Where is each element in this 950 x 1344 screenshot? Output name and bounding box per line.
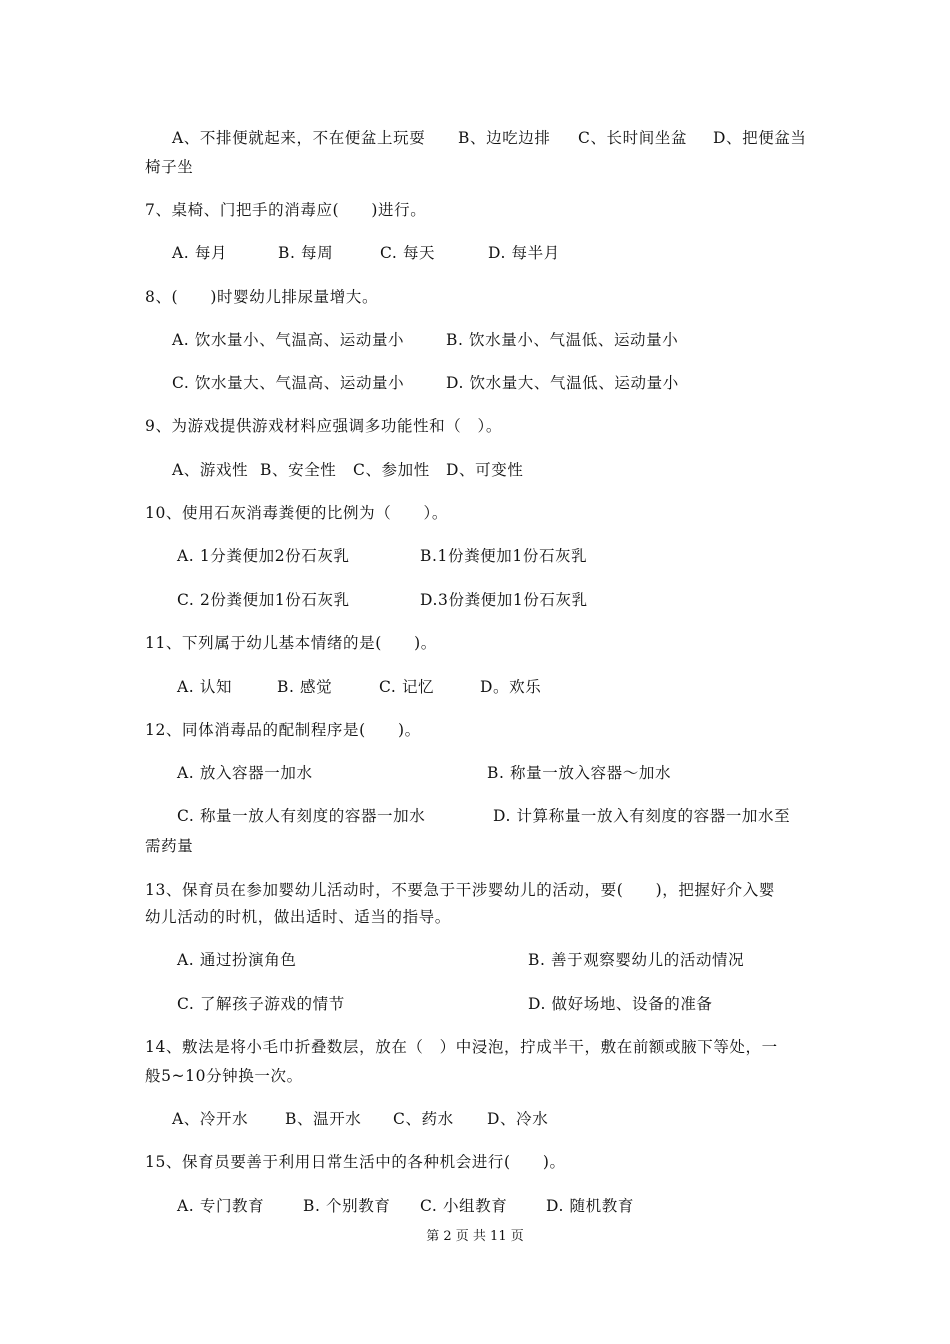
option-a: A. 1分粪便加2份石灰乳 — [177, 547, 350, 565]
option-a: A、不排便就起来，不在便盆上玩耍 — [172, 129, 426, 147]
option-continuation: 椅子坐 — [145, 158, 194, 176]
option-c: C. 2份粪便加1份石灰乳 — [177, 591, 350, 609]
option-a: A. 放入容器一加水 — [177, 764, 313, 782]
option-c: C、药水 — [393, 1110, 454, 1128]
option-b: B、边吃边排 — [458, 129, 551, 147]
question-13-continued: 幼儿活动的时机，做出适时、适当的指导。 — [145, 908, 451, 926]
option-a: A、冷开水 — [172, 1110, 249, 1128]
question-12: 12、同体消毒品的配制程序是( )。 — [145, 721, 421, 739]
option-c: C. 称量一放人有刻度的容器一加水 — [177, 807, 426, 825]
option-b: B、安全性 — [260, 461, 337, 479]
option-a: A. 通过扮演角色 — [177, 951, 297, 969]
option-c: C. 了解孩子游戏的情节 — [177, 995, 345, 1013]
question-9: 9、为游戏提供游戏材料应强调多功能性和（ ）。 — [145, 417, 502, 435]
question-15: 15、保育员要善于利用日常生活中的各种机会进行( )。 — [145, 1153, 566, 1171]
option-c: C、参加性 — [353, 461, 430, 479]
option-b: B. 每周 — [278, 244, 334, 262]
question-10: 10、使用石灰消毒粪便的比例为（ ）。 — [145, 504, 448, 522]
question-13: 13、保育员在参加婴幼儿活动时，不要急于干涉婴幼儿的活动，要( )，把握好介入婴 — [145, 881, 775, 899]
option-c: C、长时间坐盆 — [578, 129, 688, 147]
option-a: A. 饮水量小、气温高、运动量小 — [172, 331, 405, 349]
option-d: D、冷水 — [487, 1110, 549, 1128]
option-d: D.3份粪便加1份石灰乳 — [420, 591, 588, 609]
option-a: A. 专门教育 — [177, 1197, 265, 1215]
option-b: B. 个别教育 — [303, 1197, 391, 1215]
option-line — [172, 128, 425, 148]
question-7: 7、桌椅、门把手的消毒应( )进行。 — [145, 201, 427, 219]
option-d: D。欢乐 — [480, 678, 542, 696]
option-a: A. 认知 — [177, 678, 233, 696]
question-11: 11、下列属于幼儿基本情绪的是( )。 — [145, 634, 437, 652]
option-a: A. 每月 — [172, 244, 228, 262]
option-d: D. 饮水量大、气温低、运动量小 — [446, 374, 679, 392]
option-d: D. 随机教育 — [546, 1197, 634, 1215]
option-b: B.1份粪便加1份石灰乳 — [420, 547, 588, 565]
option-d: D、把便盆当 — [713, 129, 807, 147]
option-c: C. 小组教育 — [420, 1197, 508, 1215]
option-c: C. 每天 — [380, 244, 436, 262]
option-d: D. 计算称量一放入有刻度的容器一加水至 — [493, 807, 791, 825]
question-14: 14、敷法是将小毛巾折叠数层，放在（ ）中浸泡，拧成半干，敷在前额或腋下等处，一 — [145, 1038, 778, 1056]
option-c: C. 饮水量大、气温高、运动量小 — [172, 374, 405, 392]
option-d: D、可变性 — [446, 461, 524, 479]
option-continuation: 需药量 — [145, 837, 194, 855]
option-c: C. 记忆 — [379, 678, 435, 696]
option-b: B. 称量一放入容器～加水 — [487, 764, 672, 782]
option-b: B. 饮水量小、气温低、运动量小 — [446, 331, 679, 349]
option-b: B. 善于观察婴幼儿的活动情况 — [528, 951, 745, 969]
page-number-footer: 第 2 页 共 11 页 — [426, 1229, 524, 1244]
option-b: B、温开水 — [285, 1110, 362, 1128]
question-14-continued: 般5~10分钟换一次。 — [145, 1067, 303, 1085]
option-b: B. 感觉 — [277, 678, 333, 696]
option-a: A、游戏性 — [172, 461, 249, 479]
option-d: D. 每半月 — [488, 244, 560, 262]
option-d: D. 做好场地、设备的准备 — [528, 995, 713, 1013]
question-8: 8、( )时婴幼儿排尿量增大。 — [145, 288, 379, 306]
